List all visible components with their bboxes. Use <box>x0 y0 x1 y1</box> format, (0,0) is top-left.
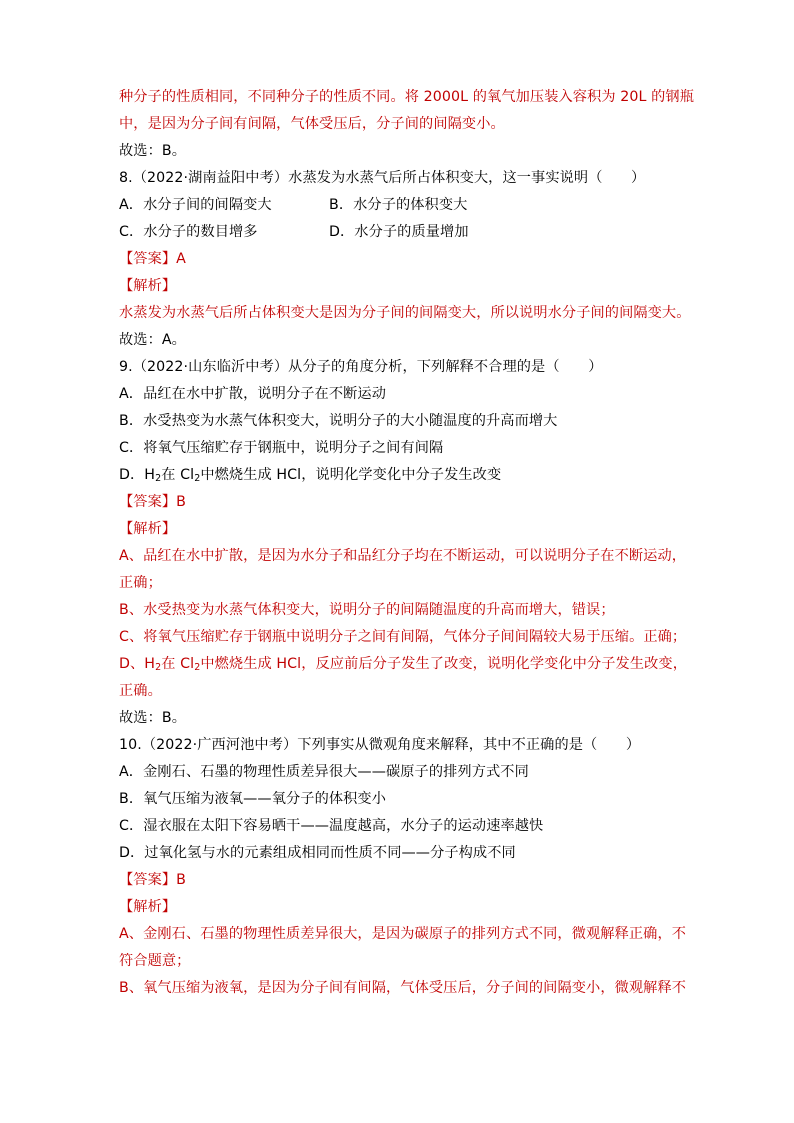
question-8-stem: 8.（2022·湖南益阳中考）水蒸发为水蒸气后所占体积变大，这一事实说明（ ） <box>119 170 646 186</box>
text-line: 正确； <box>119 575 162 591</box>
text-line: C、将氧气压缩贮存于钢瓶中说明分子之间有间隔，气体分子间间隔较大易于压缩。正确； <box>119 629 687 645</box>
text-line: 符合题意； <box>119 953 191 969</box>
text-line: 故选：B。 <box>119 143 186 159</box>
text-line: 种分子的性质相同，不同种分子的性质不同。将 2000L 的氧气加压装入容积为 20L 的钢瓶 <box>119 89 694 105</box>
text-line: 水蒸发为水蒸气后所占体积变大是因为分子间的间隔变大，所以说明水分子间的间隔变大。 <box>119 305 691 321</box>
choice-b: B．水分子的体积变大 <box>329 197 468 213</box>
document-page <box>119 88 694 1006</box>
choice-b: B．水受热变为水蒸气体积变大，说明分子的大小随温度的升高而增大 <box>119 413 558 429</box>
question-8-choices-row <box>119 196 679 223</box>
choice-a: A．金刚石、石墨的物理性质差异很大——碳原子的排列方式不同 <box>119 764 529 780</box>
text-line: B、氧气压缩为液氧，是因为分子间有间隔，气体受压后，分子间的间隔变小，微观解释不 <box>119 980 687 996</box>
question-9-stem: 9.（2022·山东临沂中考）从分子的角度分析，下列解释不合理的是（ ） <box>119 359 603 375</box>
choice-b: B．氧气压缩为液氧——氧分子的体积变小 <box>119 791 387 807</box>
choice-d: D．水分子的质量增加 <box>329 224 469 240</box>
analysis-label: 【解析】 <box>119 899 177 915</box>
text-line: 正确。 <box>119 683 162 699</box>
text-line: 故选：B。 <box>119 710 186 726</box>
choice-c: C．湿衣服在太阳下容易晒干——温度越高，水分子的运动速率越快 <box>119 818 544 834</box>
text-line: B、水受热变为水蒸气体积变大，说明分子的间隔随温度的升高而增大，错误； <box>119 602 615 618</box>
question-10-stem: 10.（2022·广西河池中考）下列事实从微观角度来解释，其中不正确的是（ ） <box>119 737 641 753</box>
text-line: A、金刚石、石墨的物理性质差异很大，是因为碳原子的排列方式不同，微观解释正确，不 <box>119 926 687 942</box>
choice-c: C．将氧气压缩贮存于钢瓶中，说明分子之间有间隔 <box>119 440 444 456</box>
analysis-label: 【解析】 <box>119 278 177 294</box>
text-line: D、$H_2$在 $Cl_2$中燃烧生成 HCl，反应前后分子发生了改变，说明化学变化中分子发生改变， <box>119 656 687 673</box>
text-line: 中，是因为分子间有间隔，气体受压后，分子间的间隔变小。 <box>119 116 505 132</box>
text-line: A、品红在水中扩散，是因为水分子和品红分子均在不断运动，可以说明分子在不断运动， <box>119 548 687 564</box>
choice-a: A．水分子间的间隔变大 <box>119 197 272 213</box>
answer-label: 【答案】B <box>119 872 186 888</box>
answer-label: 【答案】A <box>119 251 186 267</box>
choice-c: C．水分子的数目增多 <box>119 224 258 240</box>
analysis-label: 【解析】 <box>119 521 177 537</box>
answer-label: 【答案】B <box>119 494 186 510</box>
choice-a: A．品红在水中扩散，说明分子在不断运动 <box>119 386 386 402</box>
choice-d: D．$H_2$在 $Cl_2$中燃烧生成 HCl，说明化学变化中分子发生改变 <box>119 467 502 484</box>
choice-d: D．过氧化氢与水的元素组成相同而性质不同——分子构成不同 <box>119 845 516 861</box>
question-8-choices-row <box>119 223 679 250</box>
text-line: 故选：A。 <box>119 332 186 348</box>
